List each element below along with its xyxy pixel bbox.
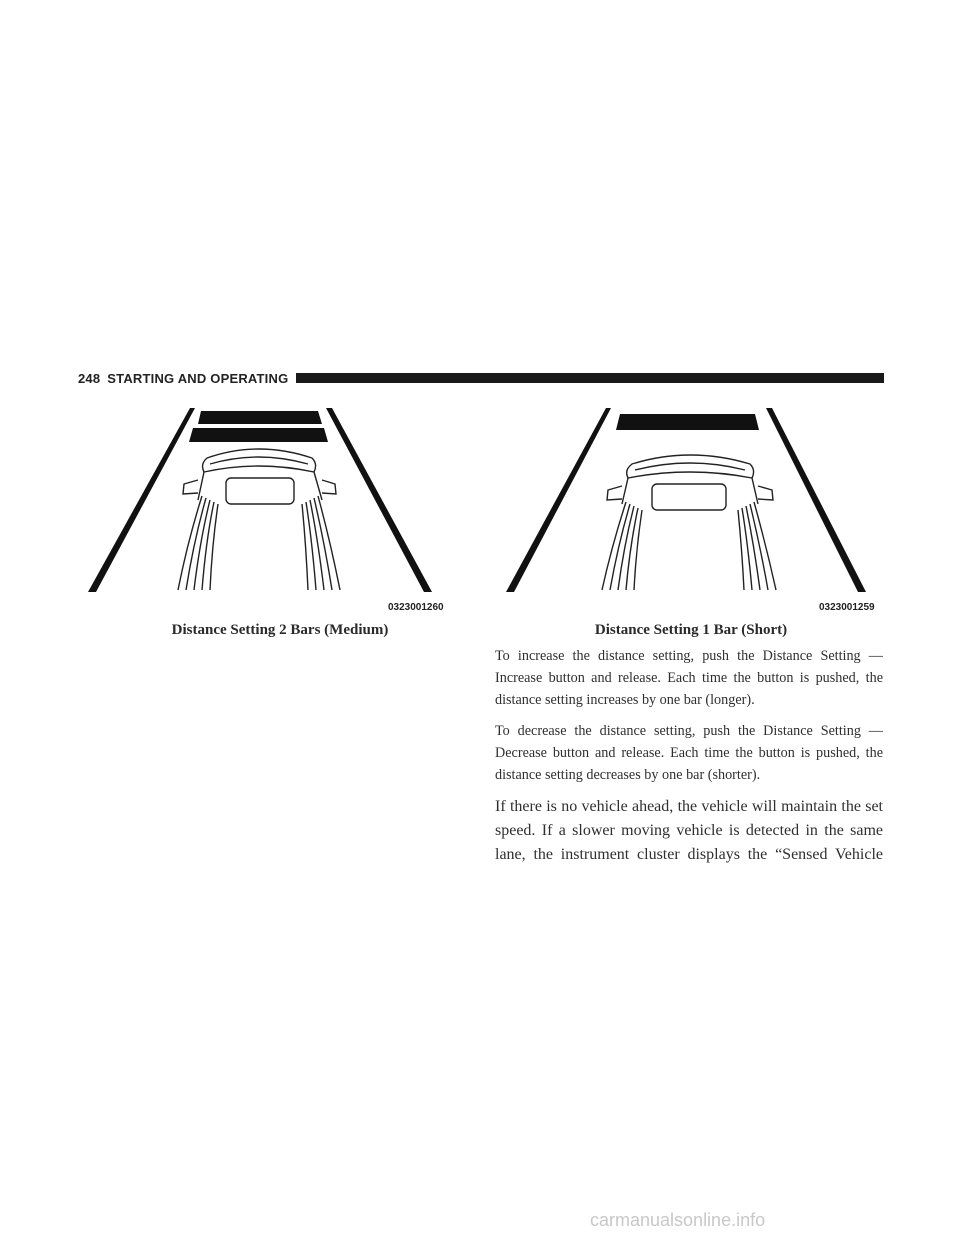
figure-distance-1-bar bbox=[500, 400, 890, 615]
lane-line-left bbox=[506, 408, 611, 592]
figure-caption-right: Distance Setting 1 Bar (Short) bbox=[594, 622, 788, 638]
lane-line-right bbox=[766, 408, 866, 592]
page-header bbox=[78, 370, 884, 386]
section-title: STARTING AND OPERATING bbox=[107, 370, 289, 386]
body-text bbox=[495, 645, 883, 876]
paragraph-no-vehicle: If there is no vehicle ahead, the vehicle will maintain the set speed. If a slower moving vehicle is detected in the same lane, the instrument cluster displays the “Sensed Vehicle bbox=[495, 798, 883, 863]
car-outline bbox=[602, 455, 776, 590]
lane-line-left bbox=[88, 408, 195, 592]
car-outline bbox=[178, 449, 340, 590]
figure-caption-left: Distance Setting 2 Bars (Medium) bbox=[171, 622, 389, 638]
figure-distance-2-bars bbox=[82, 400, 472, 615]
page-number: 248 bbox=[78, 370, 101, 386]
vehicle-illustration-medium bbox=[82, 400, 472, 600]
distance-bar-1 bbox=[198, 411, 322, 424]
header-rule bbox=[296, 373, 884, 383]
paragraph-increase: To increase the distance setting, push the Distance Setting — Increase button and release. Each time the button is pushed, the distance setting increases by one bar (longer). bbox=[495, 648, 883, 708]
paragraph-decrease: To decrease the distance setting, push the Distance Setting — Decrease button and release. Each time the button is pushed, the distance setting decreases by one bar (shorter). bbox=[495, 723, 883, 783]
lane-line-right bbox=[326, 408, 432, 592]
distance-bar-1 bbox=[616, 414, 759, 430]
figure-code-left: 0323001260 bbox=[388, 602, 444, 613]
vehicle-illustration-short bbox=[500, 400, 890, 600]
figure-code-right: 0323001259 bbox=[819, 602, 875, 613]
watermark: carmanualsonline.info bbox=[590, 1210, 766, 1230]
distance-bar-2 bbox=[189, 428, 328, 442]
